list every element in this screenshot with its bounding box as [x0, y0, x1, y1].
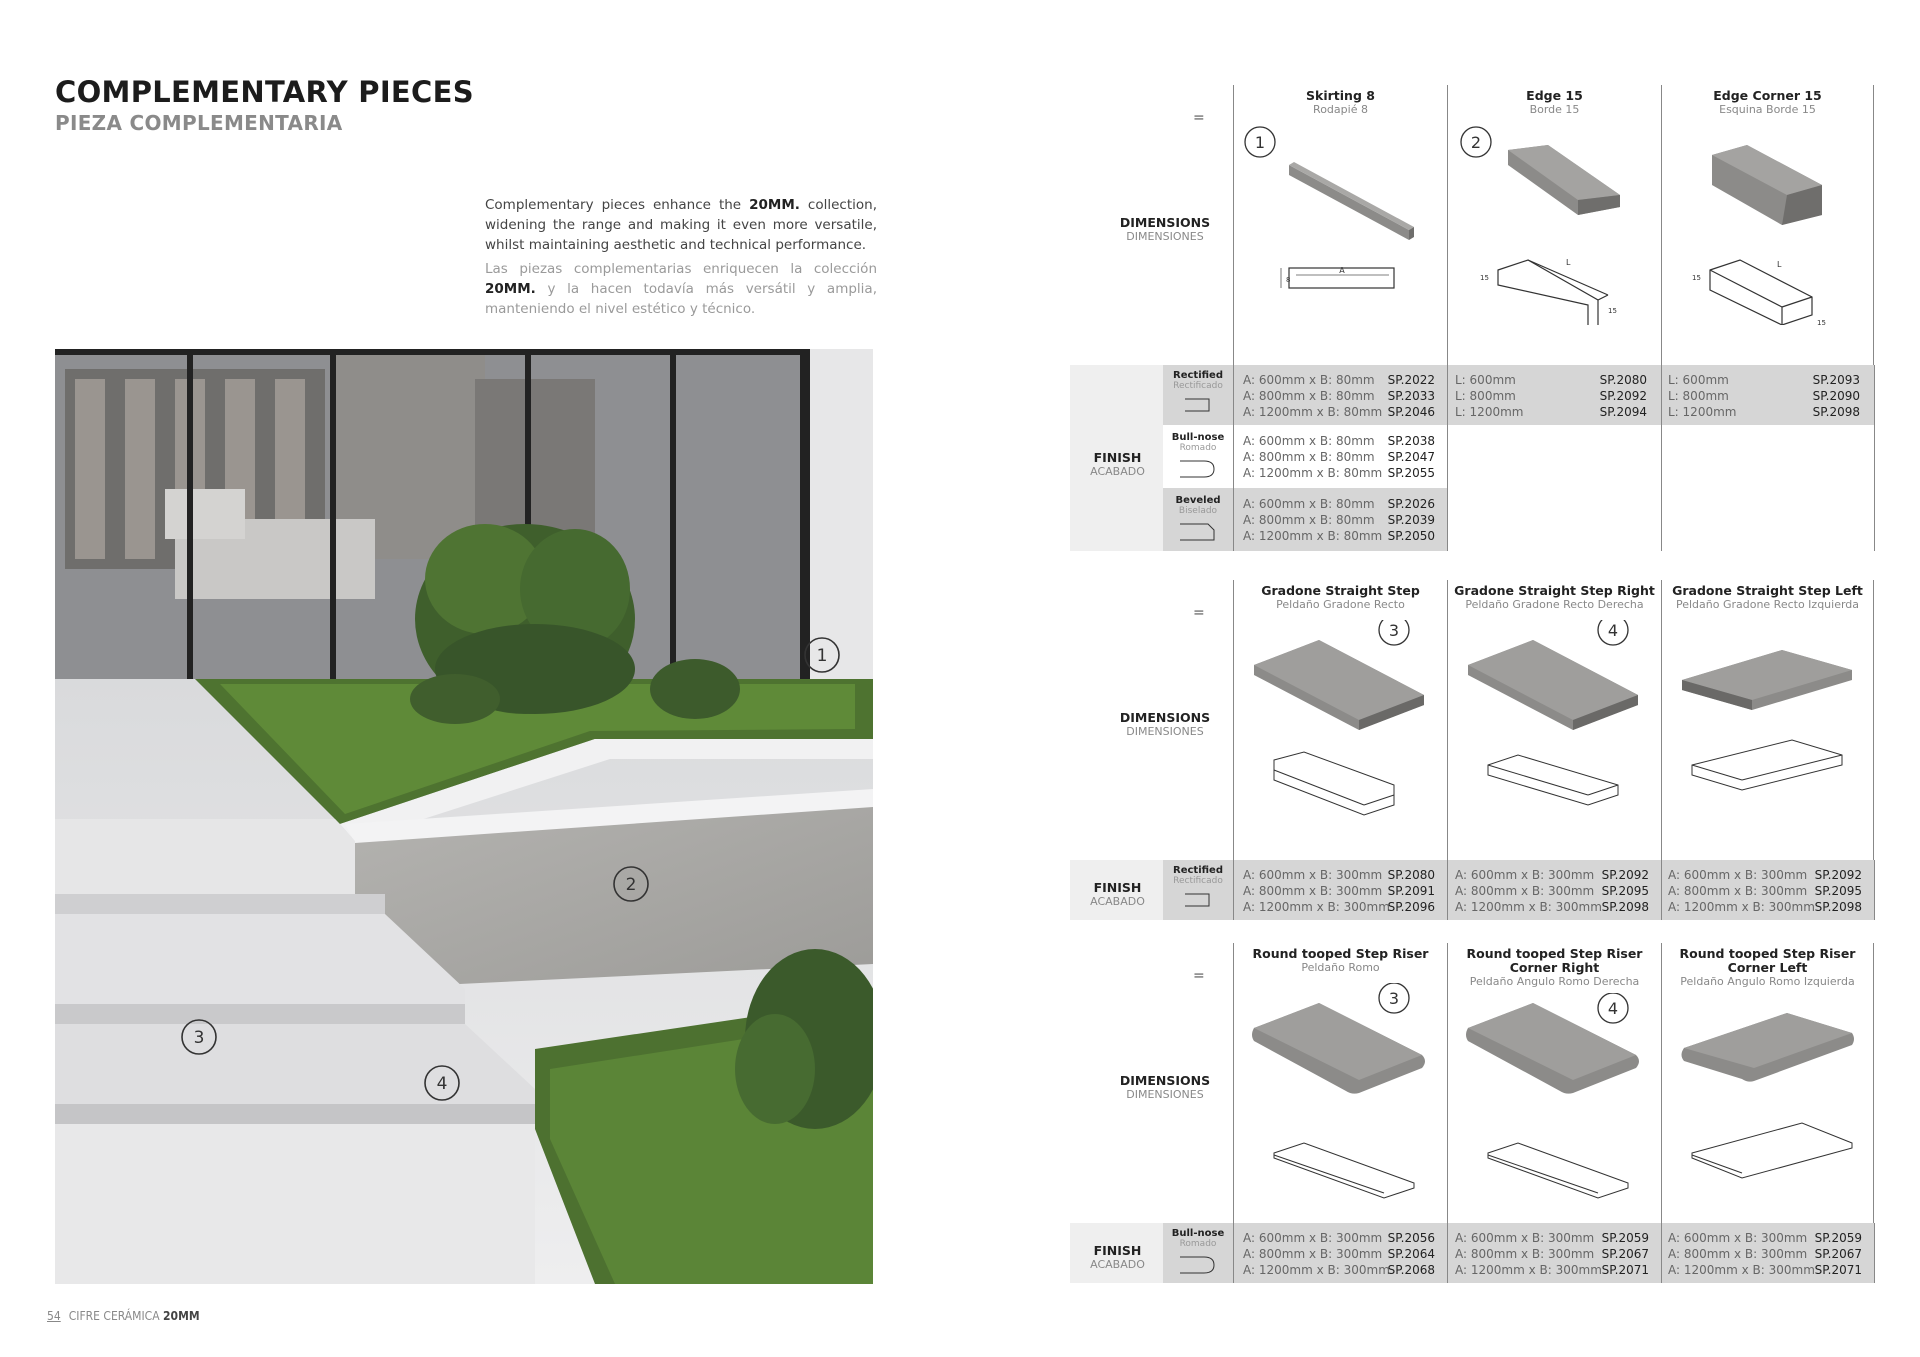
- product-gradone-straight-step: Gradone Straight Step Peldaño Gradone Recto 3: [1233, 580, 1447, 920]
- equal-sign: =: [1193, 110, 1205, 126]
- equal-sign: =: [1193, 605, 1205, 621]
- dimensions-label: DIMENSIONS DIMENSIONES: [1119, 215, 1211, 243]
- edge-corner-illustration: [1662, 125, 1875, 325]
- svg-text:2: 2: [1470, 133, 1482, 152]
- spec-skirting-bullnose: A: 600mm x B: 80mm SP.2038 A: 800mm x B: 80mm SP.2047 A: 1200mm x B: 80mm SP.2055: [1243, 434, 1435, 480]
- svg-text:15: 15: [1817, 319, 1826, 325]
- finish-label: FINISH ACABADO: [1090, 880, 1145, 908]
- round-riser-illustration: [1234, 983, 1448, 1203]
- footer-brand: CIFRE CERÁMICA: [68, 1309, 160, 1323]
- product-gradone-step-left: Gradone Straight Step Left Peldaño Gradone Recto Izquierda: [1661, 580, 1874, 920]
- svg-text:A: A: [1339, 266, 1345, 275]
- page-number: 54: [47, 1309, 61, 1323]
- svg-text:15: 15: [1480, 274, 1489, 282]
- svg-text:L: L: [1777, 260, 1782, 269]
- svg-text:3: 3: [193, 1028, 205, 1048]
- finish-beveled: Beveled Biselado: [1163, 495, 1233, 542]
- product-gradone-step-right: Gradone Straight Step Right Peldaño Gradone Recto Derecha 4: [1447, 580, 1661, 920]
- finish-bullnose: Bull-nose Romado: [1163, 432, 1233, 479]
- page-subtitle: PIEZA COMPLEMENTARIA: [55, 111, 343, 135]
- finish-rectified: Rectified Rectificado: [1163, 865, 1233, 908]
- svg-text:8: 8: [1286, 276, 1291, 284]
- garden-photo: [55, 349, 873, 1284]
- gradone-step-left-illustration: [1662, 630, 1875, 845]
- gradone-step-illustration: [1234, 620, 1448, 835]
- svg-text:2: 2: [625, 875, 637, 895]
- equal-sign: =: [1193, 968, 1205, 984]
- dimensions-label: DIMENSIONS DIMENSIONES: [1119, 1073, 1211, 1101]
- svg-text:3: 3: [1388, 621, 1400, 640]
- svg-text:3: 3: [1388, 989, 1400, 1008]
- svg-text:15: 15: [1692, 274, 1701, 282]
- product-round-riser: Round tooped Step Riser Peldaño Romo 3: [1233, 943, 1447, 1283]
- rectified-profile-icon: [1183, 890, 1213, 908]
- svg-text:15: 15: [1608, 307, 1617, 315]
- spec-skirting-rectified: A: 600mm x B: 80mm SP.2022 A: 800mm x B: 80mm SP.2033 A: 1200mm x B: 80mm SP.2046: [1243, 373, 1435, 419]
- footer-collection: 20MM: [163, 1309, 200, 1323]
- finish-bullnose: Bull-nose Romado: [1163, 1228, 1233, 1275]
- round-riser-corner-right-illustration: [1448, 993, 1662, 1213]
- dimensions-label: DIMENSIONS DIMENSIONES: [1119, 710, 1211, 738]
- spec-round-riser-left-bullnose: A: 600mm x B: 300mm SP.2059 A: 800mm x B: 300mm SP.2067 A: 1200mm x B: 300mm SP.2071: [1668, 1231, 1862, 1277]
- beveled-profile-icon: [1178, 520, 1218, 542]
- product-round-riser-corner-left: Round tooped Step Riser Corner Left Peldaño Angulo Romo Izquierda: [1661, 943, 1874, 1283]
- spec-gradone-left-rectified: A: 600mm x B: 300mm SP.2092 A: 800mm x B: 300mm SP.2095 A: 1200mm x B: 300mm SP.2098: [1668, 868, 1862, 914]
- svg-text:1: 1: [1254, 133, 1266, 152]
- finish-label: FINISH ACABADO: [1090, 1243, 1145, 1271]
- product-round-riser-corner-right: Round tooped Step Riser Corner Right Peldaño Angulo Romo Derecha 4: [1447, 943, 1661, 1283]
- spec-round-riser-right-bullnose: A: 600mm x B: 300mm SP.2059 A: 800mm x B: 300mm SP.2067 A: 1200mm x B: 300mm SP.2071: [1455, 1231, 1649, 1277]
- svg-text:1: 1: [816, 646, 828, 666]
- intro-spanish: Las piezas complementarias enriquecen la colección 20MM. y la hacen todavía más versátil y amplia, manteniendo el nivel estético y técnico.: [485, 261, 877, 317]
- product-edge-15: Edge 15 Borde 15 2 L 15 15: [1447, 85, 1661, 551]
- spec-edge-rectified: L: 600mm SP.2080 L: 800mm SP.2092 L: 1200mm SP.2094: [1455, 373, 1647, 419]
- intro-text: [485, 195, 877, 319]
- table-block-round-riser: [1070, 943, 1874, 1283]
- spec-gradone-straight-rectified: A: 600mm x B: 300mm SP.2080 A: 800mm x B: 300mm SP.2091 A: 1200mm x B: 300mm SP.2096: [1243, 868, 1435, 914]
- skirting-illustration: [1234, 125, 1448, 315]
- table-block-gradone: [1070, 580, 1874, 920]
- page-footer: [47, 1309, 200, 1323]
- spec-edge-corner-rectified: L: 600mm SP.2093 L: 800mm SP.2090 L: 1200mm SP.2098: [1668, 373, 1860, 419]
- svg-text:4: 4: [1607, 999, 1619, 1018]
- spec-gradone-right-rectified: A: 600mm x B: 300mm SP.2092 A: 800mm x B: 300mm SP.2095 A: 1200mm x B: 300mm SP.2098: [1455, 868, 1649, 914]
- product-edge-corner-15: Edge Corner 15 Esquina Borde 15 L 15 15: [1661, 85, 1874, 551]
- table-block-edges: [1070, 85, 1874, 551]
- svg-text:4: 4: [1607, 621, 1619, 640]
- product-skirting-8: Skirting 8 Rodapié 8 1 A 8: [1233, 85, 1447, 551]
- gradone-step-right-illustration: [1448, 620, 1662, 835]
- spec-round-riser-bullnose: A: 600mm x B: 300mm SP.2056 A: 800mm x B: 300mm SP.2064 A: 1200mm x B: 300mm SP.2068: [1243, 1231, 1435, 1277]
- intro-english: Complementary pieces enhance the 20MM. collection, widening the range and making it even more versatile, whilst maintaining aesthetic and technical performance.: [485, 197, 877, 253]
- page-title: COMPLEMENTARY PIECES: [55, 75, 474, 109]
- round-riser-corner-left-illustration: [1662, 1003, 1875, 1223]
- finish-label: FINISH ACABADO: [1090, 450, 1145, 478]
- spec-skirting-beveled: A: 600mm x B: 80mm SP.2026 A: 800mm x B: 80mm SP.2039 A: 1200mm x B: 80mm SP.2050: [1243, 497, 1435, 543]
- finish-rectified: Rectified Rectificado: [1163, 370, 1233, 413]
- edge-illustration: [1448, 125, 1662, 325]
- svg-text:L: L: [1566, 258, 1571, 267]
- rectified-profile-icon: [1183, 395, 1213, 413]
- svg-text:4: 4: [436, 1074, 448, 1094]
- bullnose-profile-icon: [1178, 457, 1218, 479]
- bullnose-profile-icon: [1178, 1253, 1218, 1275]
